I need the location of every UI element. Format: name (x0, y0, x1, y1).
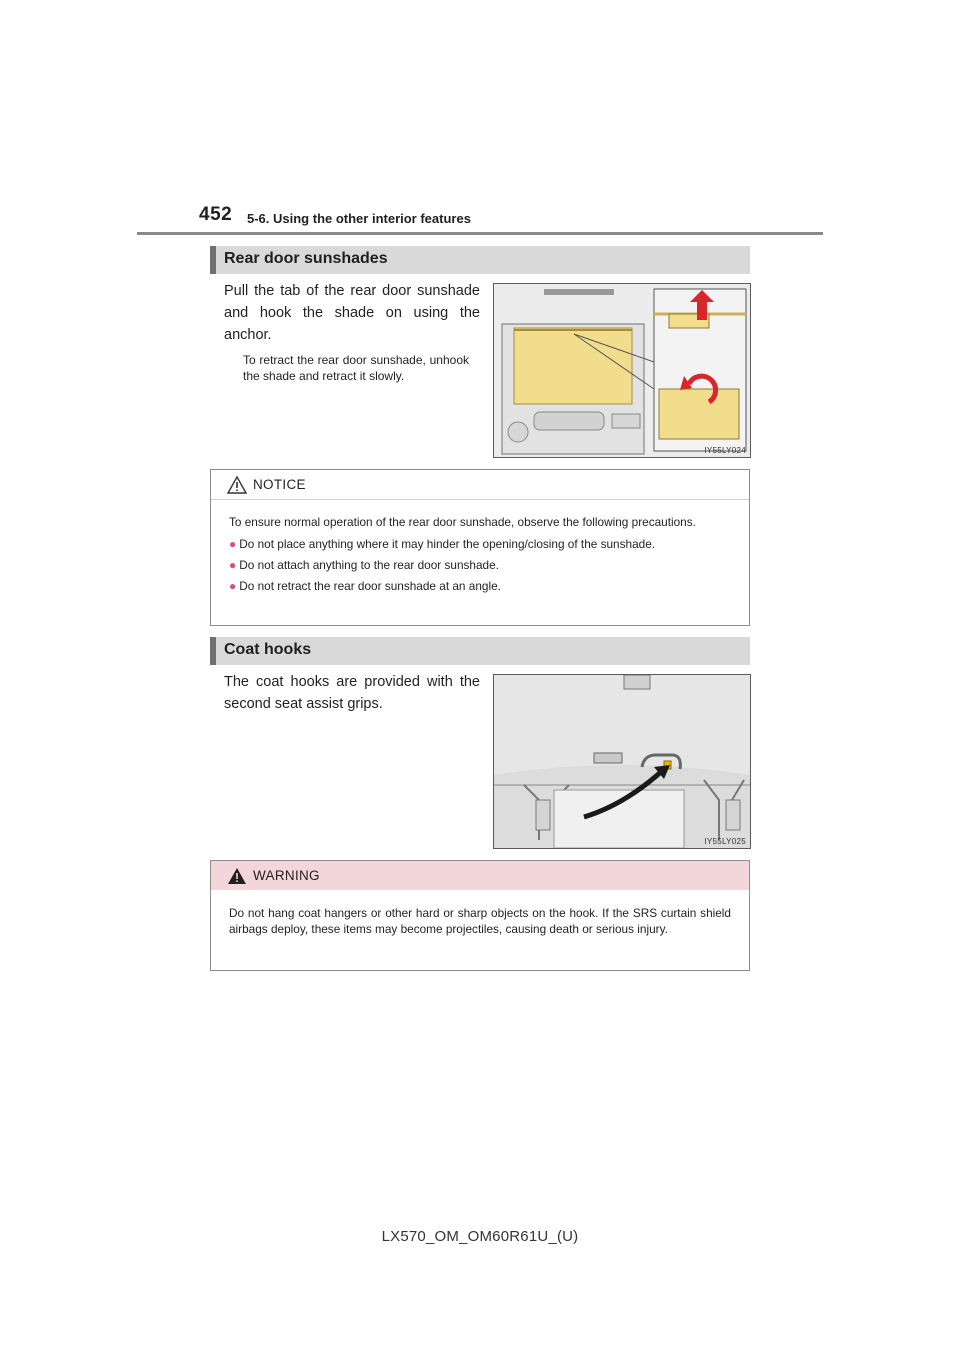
footer-code: LX570_OM_OM60R61U_(U) (381, 1228, 579, 1245)
coat-hooks-heading-text: Coat hooks (224, 641, 312, 658)
bullet-icon: ● (229, 537, 237, 551)
figure-code-sunshade: IY55LY024 (704, 446, 746, 455)
notice-title: NOTICE (253, 477, 306, 492)
page-number: 452 (199, 204, 233, 225)
figure-code-coat-hook: IY55LY025 (704, 837, 746, 846)
rear-sunshades-body: Pull the tab of the rear door sunshade and hook the shade on using the anchor. (224, 283, 480, 343)
notice-item-text: Do not attach anything to the rear door sunshade. (239, 558, 499, 572)
notice-item (229, 557, 731, 573)
caution-triangle-icon (227, 476, 247, 494)
sunshade-illustration (493, 283, 751, 458)
notice-intro: To ensure normal operation of the rear door sunshade, observe the following precautions. (229, 515, 696, 529)
warning-title-bar (211, 861, 749, 890)
notice-item-text: Do not retract the rear door sunshade at an angle. (239, 579, 501, 593)
bullet-icon: ● (229, 579, 237, 593)
warning-box (210, 860, 750, 971)
notice-item (229, 536, 731, 552)
notice-item-text: Do not place anything where it may hinder the opening/closing of the sunshade. (239, 537, 656, 551)
rear-sunshades-heading-text: Rear door sunshades (224, 250, 388, 267)
header-rule (137, 232, 823, 235)
coat-hooks-body: The coat hooks are provided with the second seat assist grips. (224, 674, 480, 712)
warning-title: WARNING (253, 868, 320, 883)
coat-hook-illustration (493, 674, 751, 849)
rear-sunshades-heading (210, 246, 750, 274)
rear-sunshades-note: To retract the rear door sunshade, unhook the shade and retract it slowly. (243, 353, 469, 383)
notice-box (210, 469, 750, 626)
sunshade-drawing (494, 284, 750, 457)
warning-triangle-icon (227, 867, 247, 885)
notice-title-bar (211, 470, 749, 500)
coat-hook-drawing (494, 675, 750, 848)
bullet-icon: ● (229, 558, 237, 572)
coat-hooks-heading (210, 637, 750, 665)
notice-item (229, 578, 731, 594)
section-title: 5-6. Using the other interior features (247, 211, 471, 226)
warning-body: Do not hang coat hangers or other hard or sharp objects on the hook. If the SRS curtain shield airbags deploy, these items may become projectiles, causing death or serious injury. (229, 906, 731, 936)
